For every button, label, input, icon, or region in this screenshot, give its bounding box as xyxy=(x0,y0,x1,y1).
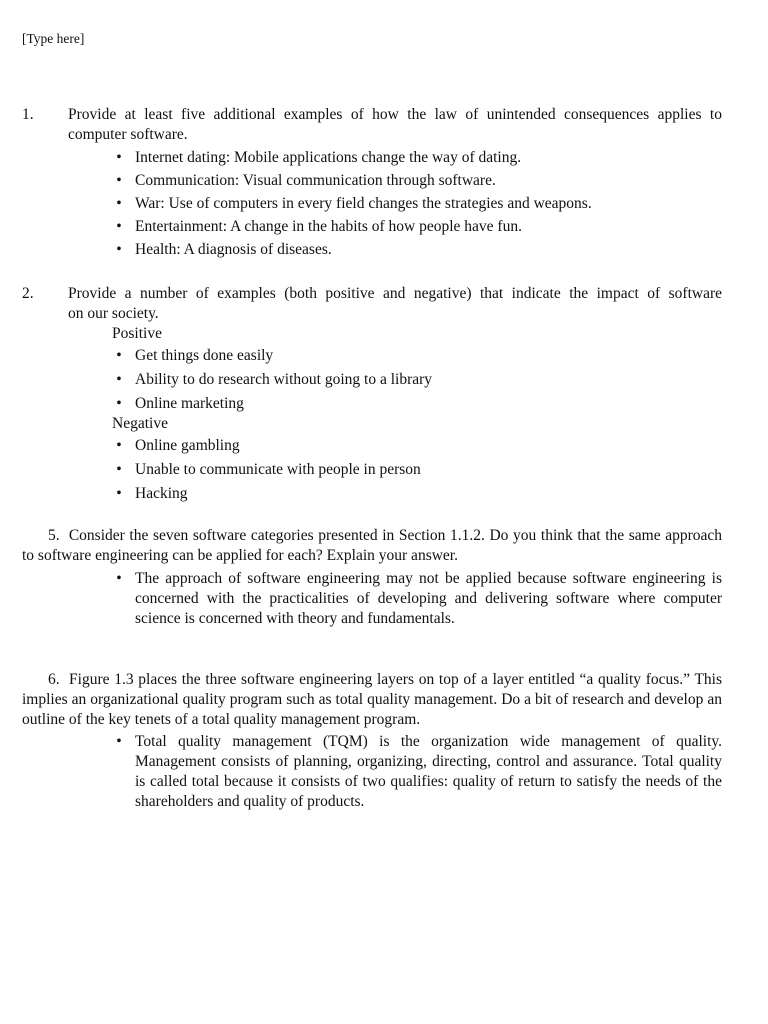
positive-label: Positive xyxy=(112,325,162,342)
positive-list xyxy=(116,346,722,414)
list-item: • War: Use of computers in every field changes the strategies and weapons. xyxy=(135,194,722,214)
question-text-cont: on our society. xyxy=(68,305,159,322)
question-text-cont: computer software. xyxy=(68,126,188,143)
question-6 xyxy=(22,670,722,812)
negative-list xyxy=(116,436,722,504)
list-item: • Online marketing xyxy=(135,394,722,414)
question-number: 6. xyxy=(48,671,60,688)
bullet-list xyxy=(116,732,722,812)
list-item: • Health: A diagnosis of diseases. xyxy=(135,240,722,260)
question-number: 5. xyxy=(48,527,60,544)
question-text: Provide a number of examples (both positive and negative) that indicate the impact of software xyxy=(68,285,722,302)
bullet-list xyxy=(116,569,722,629)
bullet-icon: • xyxy=(116,485,122,502)
list-item: • Hacking xyxy=(135,484,722,504)
question-number: 2. xyxy=(22,285,34,302)
list-item: • Entertainment: A change in the habits of how people have fun. xyxy=(135,217,722,237)
list-item: • Online gambling xyxy=(135,436,722,456)
question-5 xyxy=(22,526,722,629)
bullet-icon: • xyxy=(116,570,122,587)
bullet-icon: • xyxy=(116,437,122,454)
list-item: • Total quality management (TQM) is the organization wide management of quality. Management consists of planning, organizing, directing, control and assurance. Total quality is called total because it consists of two qualifies: quality of return to satisfy the needs of the shareholders and quality of products. xyxy=(135,732,722,812)
bullet-icon: • xyxy=(116,347,122,364)
page-header: [Type here] xyxy=(22,31,85,46)
negative-label: Negative xyxy=(112,415,168,432)
bullet-icon: • xyxy=(116,371,122,388)
bullet-icon: • xyxy=(116,149,122,166)
question-number: 1. xyxy=(22,106,34,123)
bullet-icon: • xyxy=(116,733,122,750)
question-1 xyxy=(22,105,722,260)
bullet-icon: • xyxy=(116,172,122,189)
question-text: Consider the seven software categories presented in Section 1.1.2. Do you think that the same approach to software engineering can be applied for each? Explain your answer. xyxy=(22,527,722,564)
bullet-list xyxy=(116,148,722,260)
bullet-icon: • xyxy=(116,461,122,478)
list-item: • The approach of software engineering may not be applied because software engineering is concerned with the practicalities of developing and delivering software where computer science is concerned with theory and fundamentals. xyxy=(135,569,722,629)
bullet-icon: • xyxy=(116,195,122,212)
list-item: • Get things done easily xyxy=(135,346,722,366)
list-item: • Internet dating: Mobile applications change the way of dating. xyxy=(135,148,722,168)
bullet-icon: • xyxy=(116,241,122,258)
bullet-icon: • xyxy=(116,395,122,412)
list-item: • Unable to communicate with people in person xyxy=(135,460,722,480)
question-text: Provide at least five additional examples of how the law of unintended consequences applies to xyxy=(68,106,722,123)
question-text: Figure 1.3 places the three software engineering layers on top of a layer entitled “a quality focus.” This implies an organizational quality program such as total quality management. Do a bit of research and develop an outline of the key tenets of a total quality management program. xyxy=(22,671,723,728)
bullet-icon: • xyxy=(116,218,122,235)
question-2 xyxy=(22,284,722,504)
list-item: • Communication: Visual communication through software. xyxy=(135,171,722,191)
list-item: • Ability to do research without going to a library xyxy=(135,370,722,390)
